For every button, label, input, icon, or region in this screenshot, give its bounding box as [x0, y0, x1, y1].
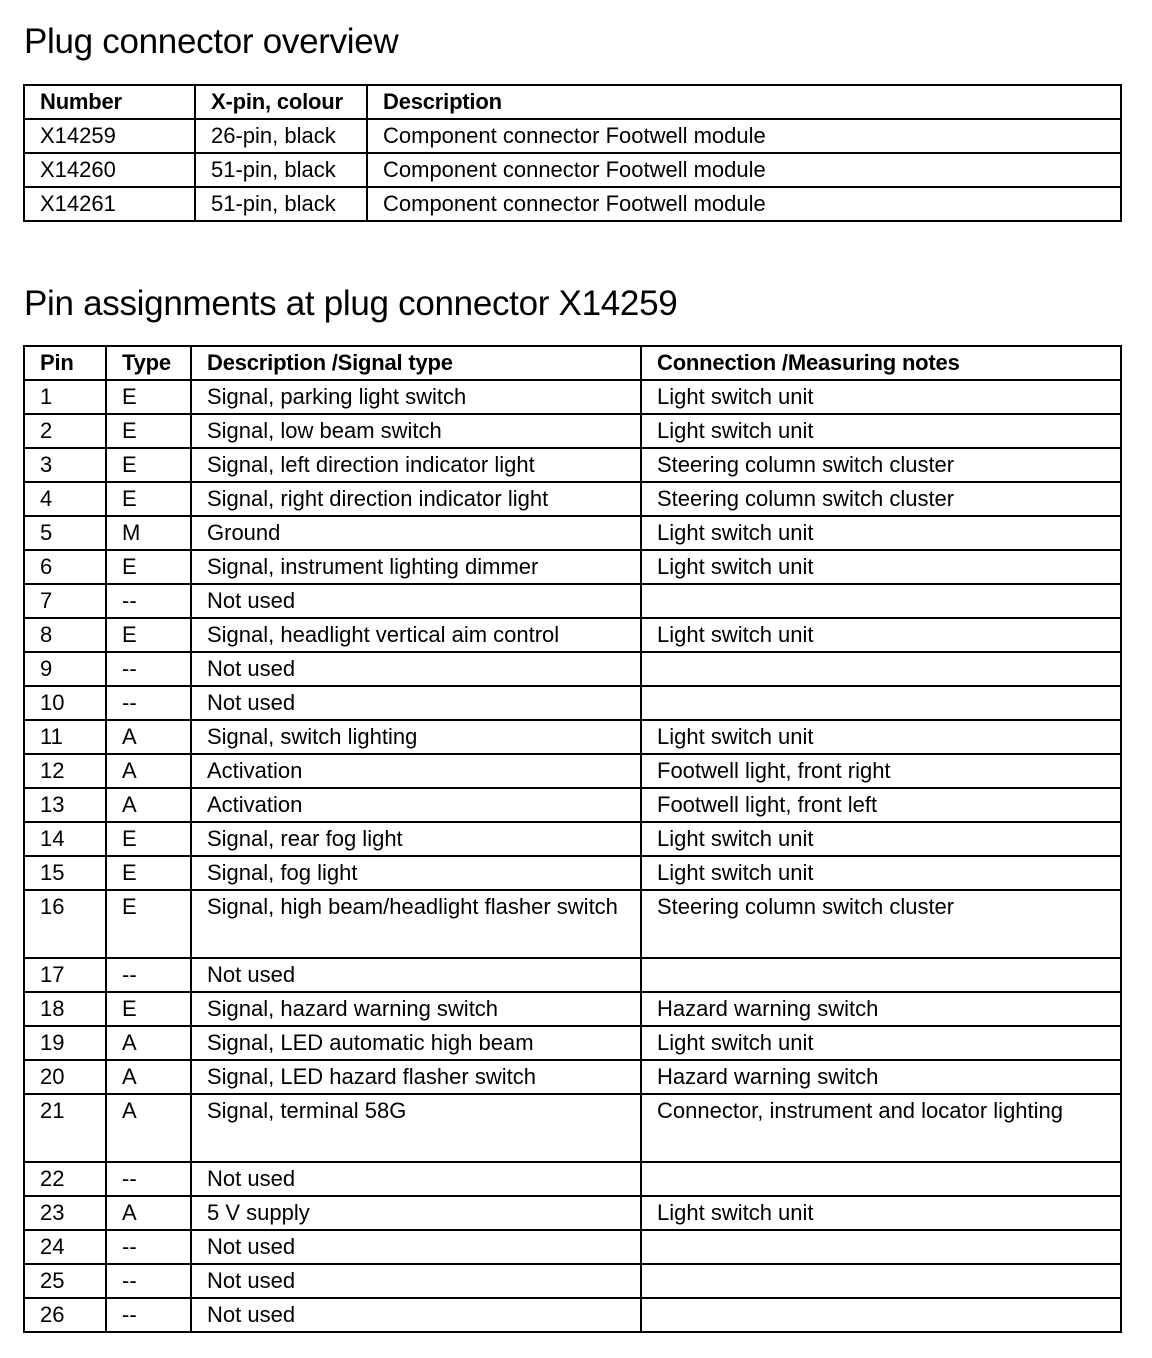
col-description: Description: [367, 85, 1121, 119]
col-number: Number: [24, 85, 195, 119]
connection-notes: [641, 584, 1121, 618]
table-row: [24, 958, 1121, 992]
table-row: [24, 187, 1121, 221]
connection-notes: Light switch unit: [641, 1026, 1121, 1060]
pin-number: 18: [24, 992, 106, 1026]
pin-type: A: [106, 1196, 191, 1230]
connection-notes: Light switch unit: [641, 380, 1121, 414]
connector-description: Component connector Footwell module: [367, 119, 1121, 153]
signal-type: Signal, rear fog light: [191, 822, 641, 856]
pin-number: 6: [24, 550, 106, 584]
connection-notes: Steering column switch cluster: [641, 890, 1121, 958]
table-row: [24, 1094, 1121, 1162]
signal-type: Not used: [191, 1162, 641, 1196]
pin-number: 5: [24, 516, 106, 550]
signal-type: Signal, high beam/headlight flasher switch: [191, 890, 641, 958]
overview-table: [23, 84, 1122, 222]
signal-type: Signal, fog light: [191, 856, 641, 890]
connection-notes: Light switch unit: [641, 550, 1121, 584]
pin-number: 26: [24, 1298, 106, 1332]
pin-number: 4: [24, 482, 106, 516]
signal-type: Ground: [191, 516, 641, 550]
pin-type: E: [106, 856, 191, 890]
pin-type: A: [106, 754, 191, 788]
table-row: [24, 1298, 1121, 1332]
table-row: [24, 788, 1121, 822]
table-row: [24, 482, 1121, 516]
table-row: [24, 856, 1121, 890]
pin-number: 12: [24, 754, 106, 788]
table-row: [24, 1196, 1121, 1230]
table-row: [24, 550, 1121, 584]
pin-number: 24: [24, 1230, 106, 1264]
table-row: [24, 448, 1121, 482]
pins-title: Pin assignments at plug connector X14259: [24, 284, 678, 323]
connection-notes: Connector, instrument and locator lighting: [641, 1094, 1121, 1162]
xpin-colour: 51-pin, black: [195, 153, 367, 187]
pin-type: --: [106, 584, 191, 618]
pin-number: 3: [24, 448, 106, 482]
signal-type: Signal, left direction indicator light: [191, 448, 641, 482]
overview-header-row: [24, 85, 1121, 119]
pin-number: 17: [24, 958, 106, 992]
connection-notes: Steering column switch cluster: [641, 448, 1121, 482]
signal-type: Not used: [191, 652, 641, 686]
overview-title: Plug connector overview: [24, 22, 399, 61]
signal-type: Activation: [191, 754, 641, 788]
connection-notes: [641, 1298, 1121, 1332]
pin-type: --: [106, 1230, 191, 1264]
connection-notes: Footwell light, front left: [641, 788, 1121, 822]
col-xpin-colour: X-pin, colour: [195, 85, 367, 119]
pin-type: E: [106, 414, 191, 448]
table-row: [24, 618, 1121, 652]
connection-notes: Footwell light, front right: [641, 754, 1121, 788]
signal-type: Signal, parking light switch: [191, 380, 641, 414]
connector-description: Component connector Footwell module: [367, 187, 1121, 221]
connection-notes: Light switch unit: [641, 618, 1121, 652]
table-row: [24, 822, 1121, 856]
connection-notes: [641, 1264, 1121, 1298]
pin-number: 1: [24, 380, 106, 414]
connection-notes: [641, 1162, 1121, 1196]
pin-number: 16: [24, 890, 106, 958]
pin-number: 2: [24, 414, 106, 448]
pin-number: 23: [24, 1196, 106, 1230]
table-row: [24, 1060, 1121, 1094]
pin-type: A: [106, 1094, 191, 1162]
connection-notes: [641, 958, 1121, 992]
pin-type: A: [106, 1026, 191, 1060]
connector-number: X14259: [24, 119, 195, 153]
connection-notes: [641, 652, 1121, 686]
signal-type: Activation: [191, 788, 641, 822]
signal-type: Signal, right direction indicator light: [191, 482, 641, 516]
signal-type: Signal, instrument lighting dimmer: [191, 550, 641, 584]
connection-notes: Light switch unit: [641, 822, 1121, 856]
pin-type: E: [106, 550, 191, 584]
pin-type: --: [106, 1162, 191, 1196]
table-row: [24, 153, 1121, 187]
connection-notes: Steering column switch cluster: [641, 482, 1121, 516]
connection-notes: [641, 1230, 1121, 1264]
pin-type: --: [106, 958, 191, 992]
connection-notes: Light switch unit: [641, 516, 1121, 550]
signal-type: Not used: [191, 1230, 641, 1264]
table-row: [24, 1162, 1121, 1196]
pin-type: E: [106, 890, 191, 958]
pin-type: E: [106, 448, 191, 482]
table-row: [24, 119, 1121, 153]
connector-description: Component connector Footwell module: [367, 153, 1121, 187]
pin-type: E: [106, 380, 191, 414]
pin-type: A: [106, 720, 191, 754]
signal-type: Signal, hazard warning switch: [191, 992, 641, 1026]
pin-number: 14: [24, 822, 106, 856]
signal-type: Not used: [191, 686, 641, 720]
table-row: [24, 516, 1121, 550]
pin-number: 11: [24, 720, 106, 754]
pin-type: E: [106, 822, 191, 856]
pin-assignment-table: [23, 345, 1122, 1333]
connector-number: X14261: [24, 187, 195, 221]
pin-type: --: [106, 1298, 191, 1332]
pin-type: E: [106, 482, 191, 516]
pin-number: 13: [24, 788, 106, 822]
pin-number: 19: [24, 1026, 106, 1060]
xpin-colour: 26-pin, black: [195, 119, 367, 153]
connection-notes: [641, 686, 1121, 720]
xpin-colour: 51-pin, black: [195, 187, 367, 221]
pins-header-row: [24, 346, 1121, 380]
pin-type: M: [106, 516, 191, 550]
signal-type: Signal, low beam switch: [191, 414, 641, 448]
pin-number: 9: [24, 652, 106, 686]
table-row: [24, 720, 1121, 754]
table-row: [24, 652, 1121, 686]
col-signal-type: Description /Signal type: [191, 346, 641, 380]
signal-type: Signal, headlight vertical aim control: [191, 618, 641, 652]
table-row: [24, 890, 1121, 958]
table-row: [24, 992, 1121, 1026]
connection-notes: Light switch unit: [641, 414, 1121, 448]
col-pin: Pin: [24, 346, 106, 380]
pin-type: --: [106, 1264, 191, 1298]
connector-number: X14260: [24, 153, 195, 187]
pin-type: A: [106, 788, 191, 822]
table-row: [24, 380, 1121, 414]
table-row: [24, 1264, 1121, 1298]
table-row: [24, 1026, 1121, 1060]
connection-notes: Light switch unit: [641, 856, 1121, 890]
signal-type: 5 V supply: [191, 1196, 641, 1230]
pin-type: --: [106, 686, 191, 720]
signal-type: Not used: [191, 958, 641, 992]
table-row: [24, 1230, 1121, 1264]
signal-type: Not used: [191, 1298, 641, 1332]
pin-number: 21: [24, 1094, 106, 1162]
pin-type: --: [106, 652, 191, 686]
signal-type: Signal, terminal 58G: [191, 1094, 641, 1162]
connection-notes: Light switch unit: [641, 720, 1121, 754]
signal-type: Not used: [191, 584, 641, 618]
pin-type: E: [106, 618, 191, 652]
signal-type: Signal, LED hazard flasher switch: [191, 1060, 641, 1094]
pin-number: 7: [24, 584, 106, 618]
col-connection-notes: Connection /Measuring notes: [641, 346, 1121, 380]
table-row: [24, 754, 1121, 788]
table-row: [24, 584, 1121, 618]
connection-notes: Hazard warning switch: [641, 992, 1121, 1026]
signal-type: Signal, LED automatic high beam: [191, 1026, 641, 1060]
table-row: [24, 414, 1121, 448]
pin-number: 20: [24, 1060, 106, 1094]
pin-number: 8: [24, 618, 106, 652]
connection-notes: Light switch unit: [641, 1196, 1121, 1230]
pin-type: E: [106, 992, 191, 1026]
table-row: [24, 686, 1121, 720]
pin-number: 25: [24, 1264, 106, 1298]
signal-type: Not used: [191, 1264, 641, 1298]
connection-notes: Hazard warning switch: [641, 1060, 1121, 1094]
pin-number: 22: [24, 1162, 106, 1196]
col-type: Type: [106, 346, 191, 380]
pin-number: 15: [24, 856, 106, 890]
pin-number: 10: [24, 686, 106, 720]
pin-type: A: [106, 1060, 191, 1094]
signal-type: Signal, switch lighting: [191, 720, 641, 754]
